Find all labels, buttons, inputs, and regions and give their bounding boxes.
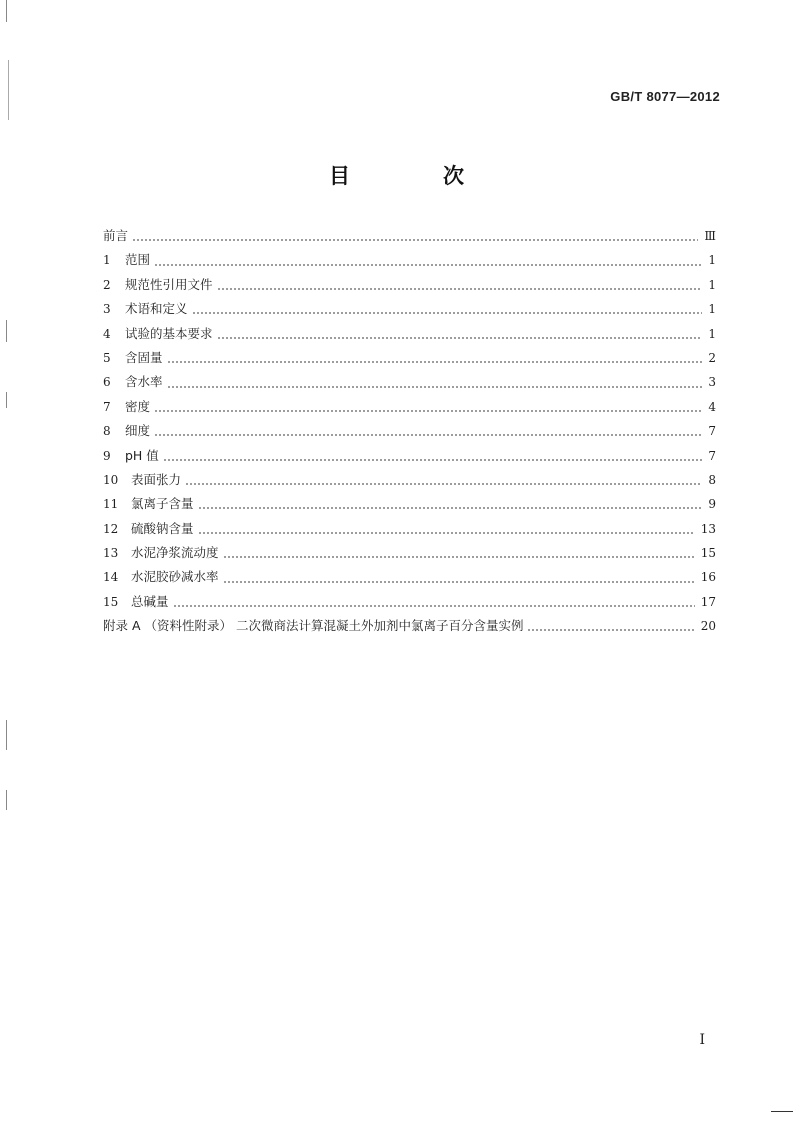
toc-entry-page: 20 <box>700 619 716 634</box>
toc-entry-page: 15 <box>700 546 716 561</box>
toc-entry[interactable] <box>103 616 716 640</box>
toc-dot-leader <box>167 382 702 392</box>
toc-entry[interactable] <box>103 470 716 494</box>
page-number: I <box>699 1032 705 1048</box>
toc-entry[interactable] <box>103 226 716 250</box>
toc-dot-leader <box>132 235 698 245</box>
toc-entry[interactable] <box>103 372 716 396</box>
toc-entry-page: 7 <box>708 424 716 439</box>
toc-entry-page: 8 <box>708 472 716 487</box>
toc-entry-page: 13 <box>700 521 716 536</box>
toc-entry-label: 附录 A （资料性附录） 二次微商法计算混凝土外加剂中氯离子百分含量实例 <box>103 618 524 634</box>
toc-entry-label: 水泥净浆流动度 <box>131 545 219 561</box>
toc-entry-label: 含固量 <box>125 349 163 365</box>
toc-entry-label: 前言 <box>103 228 129 243</box>
toc-entry-label: 细度 <box>125 423 151 439</box>
toc-entry-number: 7 <box>103 399 111 414</box>
toc-dot-leader <box>223 577 695 587</box>
toc-entry[interactable] <box>103 543 716 567</box>
toc-dot-leader <box>198 503 702 513</box>
toc-entry[interactable] <box>103 592 716 616</box>
standard-code: GB/T 8077—2012 <box>610 89 720 104</box>
toc-dot-leader <box>192 308 702 318</box>
scan-artifact <box>6 320 7 342</box>
toc-entry-page: 1 <box>708 326 716 341</box>
scan-artifact <box>8 60 9 120</box>
toc-dot-leader <box>185 479 702 489</box>
toc-entry-number: 4 <box>103 326 111 341</box>
scan-artifact <box>6 392 7 408</box>
toc-entry-label: 密度 <box>125 398 151 414</box>
toc-entry[interactable] <box>103 494 716 518</box>
toc-entry-label: 试验的基本要求 <box>125 325 213 341</box>
toc-dot-leader <box>198 528 695 538</box>
toc-entry[interactable] <box>103 519 716 543</box>
toc-entry-label: 硫酸钠含量 <box>131 520 194 536</box>
toc-entry-number: 10 <box>103 472 119 487</box>
toc-entry[interactable] <box>103 275 716 299</box>
toc-entry-label: 术语和定义 <box>125 301 188 317</box>
toc-entry-page: 1 <box>708 253 716 268</box>
toc-entry-page: 7 <box>708 448 716 463</box>
toc-entry-label: 规范性引用文件 <box>125 276 213 292</box>
toc-entry[interactable] <box>103 421 716 445</box>
toc-entry-page: 2 <box>708 350 716 365</box>
scan-artifact <box>6 720 7 750</box>
toc-dot-leader <box>173 601 695 611</box>
toc-entry-label: 范围 <box>125 252 151 268</box>
toc-entry-number: 3 <box>103 302 111 317</box>
toc-entry-label: 总碱量 <box>131 593 169 609</box>
toc-entry-label: 水泥胶砂减水率 <box>131 569 219 585</box>
toc-dot-leader <box>217 333 702 343</box>
toc-entry-number: 1 <box>103 253 111 268</box>
toc-entry-number: 12 <box>103 521 119 536</box>
toc-entry-page: 9 <box>708 497 716 512</box>
toc-entry-number: 2 <box>103 277 111 292</box>
toc-entry[interactable] <box>103 348 716 372</box>
toc-entry[interactable] <box>103 250 716 274</box>
toc-entry-label: 含水率 <box>125 374 163 390</box>
toc-entry-number: 11 <box>103 497 119 512</box>
toc-dot-leader <box>167 357 702 367</box>
toc-entry-label: 表面张力 <box>131 471 182 487</box>
toc-entry-page: 17 <box>700 594 716 609</box>
toc-entry-number: 5 <box>103 350 111 365</box>
toc-dot-leader <box>154 406 702 416</box>
toc-entry-number: 14 <box>103 570 119 585</box>
toc-entry-number: 15 <box>103 594 119 609</box>
toc-entry-label: pH 值 <box>125 447 159 463</box>
toc-dot-leader <box>163 455 702 465</box>
toc-dot-leader <box>527 625 694 635</box>
toc-entry-page: 16 <box>700 570 716 585</box>
toc-entry-page: 1 <box>708 302 716 317</box>
toc-entry[interactable] <box>103 324 716 348</box>
toc-entry-number: 8 <box>103 424 111 439</box>
toc-entry[interactable] <box>103 299 716 323</box>
toc-entry-page: 1 <box>708 277 716 292</box>
scan-artifact <box>6 0 7 22</box>
toc-entry-number: 6 <box>103 375 111 390</box>
toc-title: 目 次 <box>329 164 500 188</box>
toc-entry[interactable] <box>103 446 716 470</box>
toc-entry-page: 3 <box>708 375 716 390</box>
toc-entry[interactable] <box>103 567 716 591</box>
toc-entry[interactable] <box>103 397 716 421</box>
toc-entry-number: 9 <box>103 448 111 463</box>
toc-dot-leader <box>217 284 702 294</box>
toc-entry-label: 氯离子含量 <box>131 496 194 512</box>
toc-entry-page: Ⅲ <box>704 229 716 243</box>
toc-entry-number: 13 <box>103 546 119 561</box>
toc-dot-leader <box>154 430 702 440</box>
toc-entry-page: 4 <box>708 399 716 414</box>
scan-artifact <box>771 1111 793 1112</box>
table-of-contents <box>103 226 716 641</box>
scan-artifact <box>6 790 7 810</box>
toc-dot-leader <box>154 260 702 270</box>
toc-dot-leader <box>223 552 695 562</box>
